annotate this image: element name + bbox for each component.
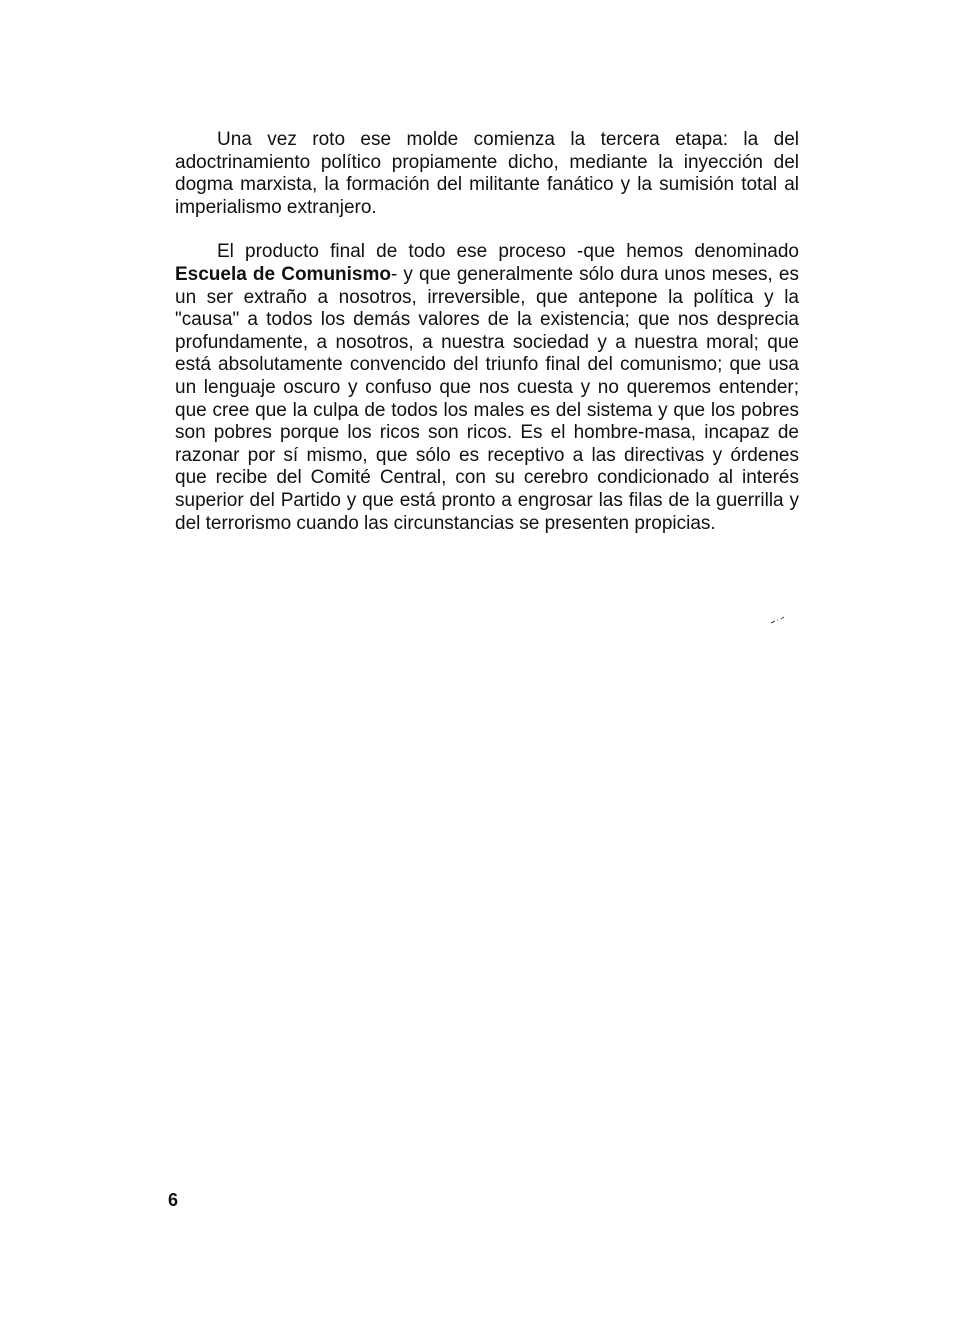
paragraph-1: [175, 129, 799, 219]
page-number: 6: [168, 1190, 179, 1210]
paragraph-2: [175, 241, 799, 535]
paragraph-1-text: Una vez roto ese molde comienza la tercera etapa: la del adoctrinamiento político propiamente dicho, mediante la inyección del dogma marxista, la formación del militante fanático y la sumisión total al imperialismo extranjero.: [175, 129, 799, 218]
paragraph-2-emphasis: Escuela de Comunismo: [175, 263, 391, 285]
paragraph-2-text-before: El producto final de todo ese proceso -que hemos denominado: [217, 241, 799, 263]
paragraph-2-text-after: - y que generalmente sólo dura unos meses, es un ser extraño a nosotros, irreversible, que antepone la política y la "causa" a todos los demás valores de la existencia; que nos desprecia profundamente, a nosotros, a nuestra sociedad y a nuestra moral; que está absolutamente convencido del triunfo final del comunismo; que usa un lenguaje oscuro y confuso que nos cuesta y no queremos entender; que cree que la culpa de todos los males es del sistema y que los pobres son pobres porque los ricos son ricos. Es el hombre-masa, incapaz de razonar por sí mismo, que sólo es receptivo a las directivas y órdenes que recibe del Comité Central, con su cerebro condicionado al interés superior del Partido y que está pronto a engrosar las filas de la guerrilla y del terrorismo cuando las circunstancias se presenten propicias.: [175, 263, 799, 534]
body-text: [175, 129, 799, 535]
scan-speck-mark: [770, 615, 786, 625]
